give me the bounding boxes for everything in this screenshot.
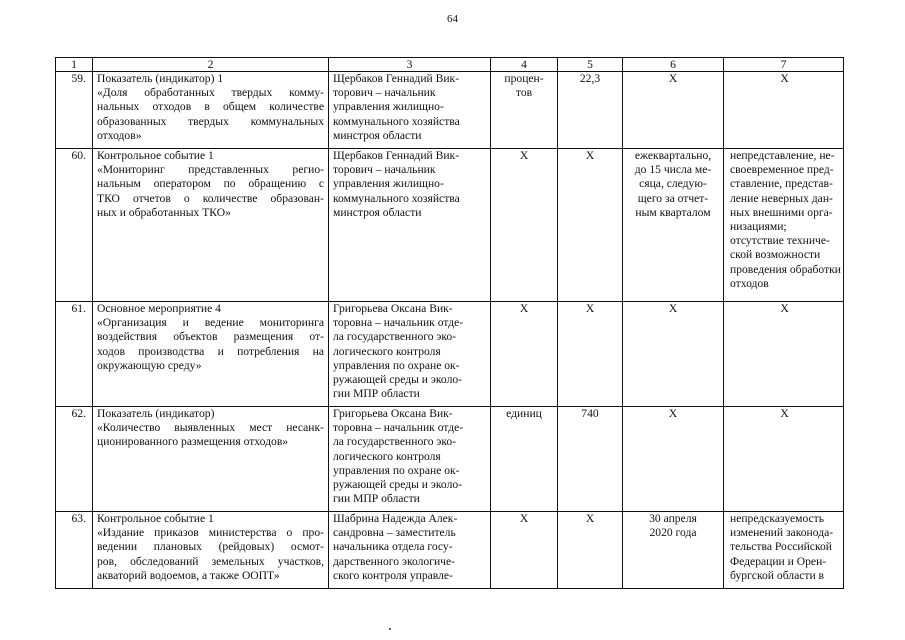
deadline-cell [623, 149, 724, 302]
cell-line: ров, обследований земельных участков, [97, 554, 324, 568]
column-number: 5 [558, 58, 623, 72]
cell-line: гии МПР области [333, 492, 420, 506]
cell-line: управления по охране ок- [333, 463, 460, 477]
cell-line: Х [780, 302, 789, 315]
cell-line: Щербаков Геннадий Вик- [333, 72, 460, 85]
cell-line: коммунального хозяйства [333, 114, 460, 128]
cell-line: ской возможности [730, 248, 821, 262]
measure-name-cell [93, 407, 329, 512]
cell-line: Показатель (индикатор) [97, 407, 215, 420]
value-cell [558, 72, 623, 149]
cell-line: Х [780, 407, 789, 420]
scan-speck [389, 628, 391, 630]
measure-name-cell [93, 72, 329, 149]
cell-line: ского контроля управле- [333, 568, 453, 582]
cell-line: Контрольное событие 1 [97, 512, 214, 525]
unit-cell [491, 72, 558, 149]
cell-line: Х [585, 149, 595, 162]
cell-line: процен- [504, 72, 544, 85]
cell-line: ных и обработанных ТКО» [97, 205, 231, 219]
row-number-cell [56, 302, 93, 407]
cell-line: непредставление, не- [730, 149, 835, 162]
cell-line: 61. [71, 302, 86, 315]
cell-line: торович – начальник [333, 163, 436, 177]
table-row [56, 72, 844, 149]
cell-line: Х [585, 302, 595, 315]
unit-cell [491, 302, 558, 407]
cell-line: изменений законода- [730, 526, 834, 540]
deadline-cell [623, 407, 724, 512]
value-cell [558, 512, 623, 589]
cell-line: Контрольное событие 1 [97, 149, 214, 162]
cell-line: ление неверных дан- [730, 191, 833, 205]
cell-line: ла государственного эко- [333, 435, 457, 449]
cell-line: 2020 года [649, 526, 697, 540]
cell-line: ведении плановых (рейдовых) осмот- [97, 540, 324, 554]
cell-line: ходов производства и потребления на [97, 344, 324, 358]
deadline-cell [623, 72, 724, 149]
cell-line: Х [519, 149, 529, 162]
cell-line: начальника отдела госу- [333, 540, 453, 554]
unit-cell [491, 407, 558, 512]
column-number-row [56, 58, 844, 72]
cell-line: Основное мероприятие 4 [97, 302, 221, 315]
cell-line: Х [668, 72, 678, 85]
column-number: 3 [329, 58, 491, 72]
measure-name-cell [93, 302, 329, 407]
measure-name-cell [93, 512, 329, 589]
cell-line: Григорьева Оксана Вик- [333, 302, 453, 315]
cell-line: щего за отчет- [637, 191, 709, 205]
risk-cell [724, 512, 844, 589]
cell-line: дарственного экологиче- [333, 554, 456, 568]
cell-line: Х [668, 302, 678, 315]
cell-line: нальным оператором по обращению с [97, 177, 324, 191]
cell-line: 22,3 [579, 72, 601, 85]
cell-line: минстроя области [333, 205, 422, 219]
column-number: 7 [724, 58, 844, 72]
responsible-cell [329, 72, 491, 149]
cell-line: ружающей среды и эколо- [333, 373, 463, 387]
cell-line: ежеквартально, [634, 149, 712, 162]
deadline-cell [623, 512, 724, 589]
cell-line: коммунального хозяйства [333, 191, 460, 205]
cell-line: Григорьева Оксана Вик- [333, 407, 453, 420]
cell-line: логического контроля [333, 449, 441, 463]
row-number-cell [56, 407, 93, 512]
cell-line: Федерации и Орен- [730, 554, 827, 568]
cell-line: «Доля обработанных твердых комму- [97, 86, 324, 100]
cell-line: единиц [506, 407, 542, 420]
cell-line: управления по охране ок- [333, 358, 460, 372]
column-number: 4 [491, 58, 558, 72]
table-row [56, 512, 844, 589]
table-row [56, 302, 844, 407]
cell-line: ным кварталом [635, 205, 711, 219]
cell-line: «Количество выявленных мест несанк- [97, 421, 324, 435]
responsible-cell [329, 302, 491, 407]
table-row [56, 149, 844, 302]
cell-line: «Организация и ведение мониторинга [97, 316, 324, 330]
cell-line: логического контроля [333, 344, 441, 358]
cell-line: Х [519, 512, 529, 525]
deadline-cell [623, 302, 724, 407]
cell-line: 59. [71, 72, 86, 85]
cell-line: отходов [730, 276, 769, 290]
cell-line: 62. [71, 407, 86, 420]
cell-line: акваторий водоемов, а также ООПТ» [97, 568, 280, 582]
value-cell [558, 149, 623, 302]
page-number: 64 [447, 13, 458, 25]
cell-line: 63. [71, 512, 86, 525]
cell-line: торовна – начальник отде- [333, 316, 464, 330]
value-cell [558, 302, 623, 407]
cell-line: ставление, представ- [730, 177, 833, 191]
responsible-cell [329, 512, 491, 589]
cell-line: ных внешними орга- [730, 205, 833, 219]
cell-line: окружающую среду» [97, 358, 202, 372]
cell-line: бургской области в [730, 568, 825, 582]
cell-line: образованных твердых коммунальных [97, 114, 324, 128]
cell-line: торовна – начальник отде- [333, 421, 464, 435]
cell-line: Х [585, 512, 595, 525]
column-number: 6 [623, 58, 724, 72]
cell-line: проведения обработки [730, 262, 841, 276]
cell-line: низациями; [730, 220, 787, 234]
cell-line: ТКО отчетов о количестве образован- [97, 191, 324, 205]
cell-line: воздействия объектов размещения от- [97, 330, 324, 344]
responsible-cell [329, 149, 491, 302]
cell-line: торович – начальник [333, 86, 436, 100]
cell-line: Показатель (индикатор) 1 [97, 72, 224, 85]
table-row [56, 407, 844, 512]
cell-line: Х [519, 302, 529, 315]
cell-line: нальных отходов в общем количестве [97, 100, 324, 114]
cell-line: «Издание приказов министерства о про- [97, 526, 324, 540]
cell-line: Щербаков Геннадий Вик- [333, 149, 460, 162]
cell-line: гии МПР области [333, 387, 420, 401]
risk-cell [724, 149, 844, 302]
cell-line: сандровна – заместитель [333, 526, 456, 540]
cell-line: до 15 числа ме- [634, 163, 712, 177]
row-number-cell [56, 72, 93, 149]
risk-cell [724, 407, 844, 512]
cell-line: 30 апреля [649, 512, 697, 525]
row-number-cell [56, 149, 93, 302]
risk-cell [724, 72, 844, 149]
program-table [55, 57, 844, 589]
value-cell [558, 407, 623, 512]
cell-line: тельства Российской [730, 540, 832, 554]
cell-line: сяца, следую- [639, 177, 707, 191]
cell-line: управления жилищно- [333, 177, 444, 191]
row-number-cell [56, 512, 93, 589]
cell-line: 740 [581, 407, 599, 420]
column-number: 1 [56, 58, 93, 72]
cell-line: ружающей среды и эколо- [333, 478, 463, 492]
cell-line: непредсказуемость [730, 512, 825, 525]
measure-name-cell [93, 149, 329, 302]
cell-line: Х [780, 72, 789, 85]
cell-line: минстроя области [333, 128, 422, 142]
unit-cell [491, 512, 558, 589]
risk-cell [724, 302, 844, 407]
cell-line: отходов» [97, 128, 142, 142]
cell-line: «Мониторинг представленных регио- [97, 163, 324, 177]
unit-cell [491, 149, 558, 302]
cell-line: отсутствие техниче- [730, 234, 830, 248]
cell-line: тов [515, 86, 533, 100]
cell-line: ла государственного эко- [333, 330, 457, 344]
cell-line: 60. [71, 149, 86, 162]
cell-line: Х [668, 407, 678, 420]
cell-line: управления жилищно- [333, 100, 444, 114]
responsible-cell [329, 407, 491, 512]
cell-line: Шабрина Надежда Алек- [333, 512, 458, 525]
column-number: 2 [93, 58, 329, 72]
cell-line: своевременное пред- [730, 163, 834, 177]
cell-line: ционированного размещения отходов» [97, 435, 289, 449]
